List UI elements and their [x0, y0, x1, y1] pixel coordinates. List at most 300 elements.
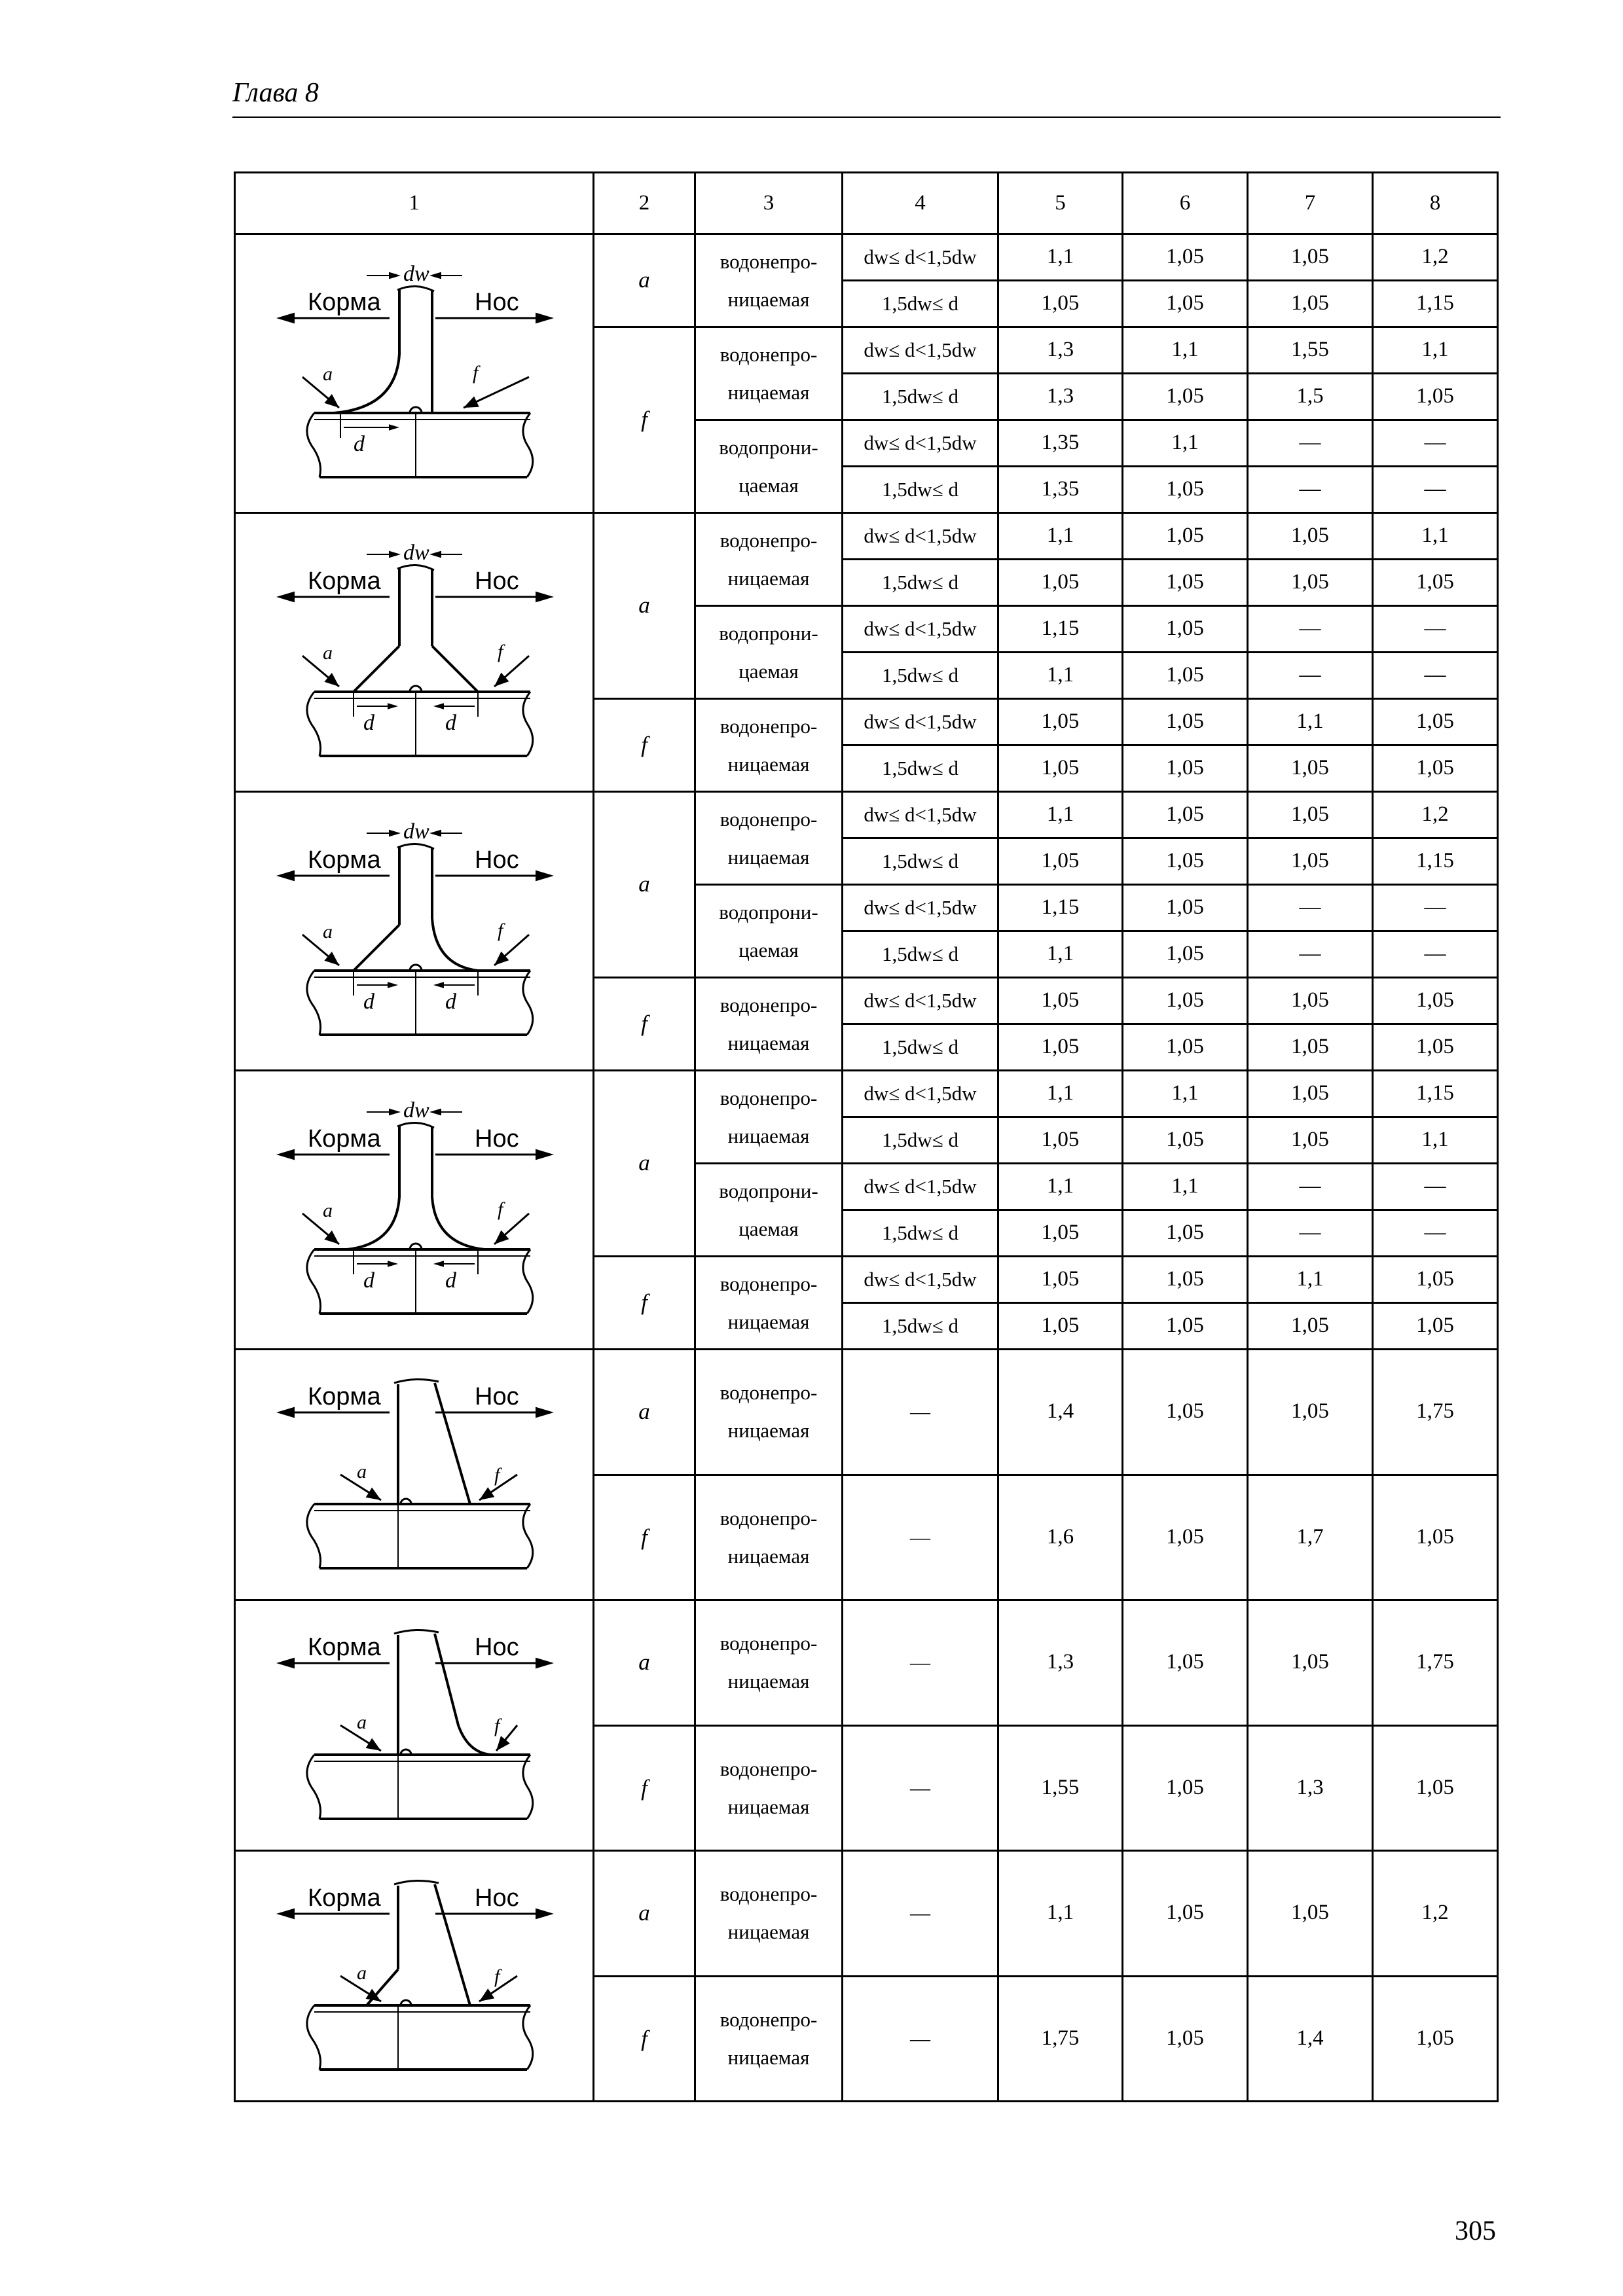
coefficient-table	[234, 171, 1499, 2102]
diagram-cell	[235, 1071, 594, 1350]
value-cell: 1,05	[1373, 1976, 1498, 2102]
weld-side-label: f	[494, 1464, 500, 1486]
bulkhead-type-line: водонепро-	[720, 1757, 818, 1780]
value-cell: 1,05	[1123, 1851, 1248, 1977]
web-top-edge	[394, 1379, 439, 1383]
weld-side-label: f	[498, 919, 503, 941]
value-cell: —	[1248, 885, 1373, 931]
stern-label: Корма	[308, 1383, 381, 1410]
arrowhead	[433, 703, 444, 709]
value-cell: 1,05	[998, 1303, 1123, 1350]
value-cell: 1,05	[998, 1117, 1123, 1164]
weld-side-label: f	[494, 1715, 500, 1736]
value-cell: 1,1	[1123, 327, 1248, 374]
value-cell: 1,75	[1373, 1350, 1498, 1475]
bulkhead-type-line: ницаемая	[727, 1031, 810, 1054]
value-cell: 1,05	[998, 699, 1123, 745]
position-cell: a	[594, 1851, 695, 1977]
value-cell: 1,05	[1123, 978, 1248, 1024]
dw-label: dw	[403, 261, 429, 286]
bulkhead-type-line: ницаемая	[727, 566, 810, 590]
value-cell: 1,4	[1248, 1976, 1373, 2102]
bulkhead-type-line: ницаемая	[727, 1670, 810, 1693]
value-cell: 1,05	[1123, 234, 1248, 281]
bulkhead-type-line: водонепро-	[720, 249, 818, 273]
condition-cell: 1,5dw≤ d	[843, 1024, 998, 1071]
value-cell: —	[1373, 420, 1498, 467]
bulkhead-type-cell	[695, 1600, 843, 1726]
bulkhead-type-line: ницаемая	[727, 1544, 810, 1568]
position-cell: f	[594, 1976, 695, 2102]
value-cell: 1,1	[998, 1071, 1123, 1117]
value-cell: 1,05	[1123, 1257, 1248, 1303]
position-cell: f	[594, 1475, 695, 1600]
arrowhead	[433, 1261, 444, 1267]
weld-side-label: a	[323, 641, 333, 664]
dw-label: dw	[403, 540, 429, 565]
diagram-cell	[235, 234, 594, 513]
value-cell: 1,1	[998, 931, 1123, 978]
table-row	[235, 1071, 1498, 1117]
position-cell: f	[594, 327, 695, 513]
table-row	[235, 1600, 1498, 1726]
bulkhead-diagram	[236, 236, 589, 511]
plate-break-left	[307, 971, 321, 1035]
value-cell: —	[1248, 606, 1373, 653]
d-label: d	[354, 431, 365, 456]
web-left-chamfer	[354, 925, 399, 971]
arrowhead	[429, 1108, 441, 1115]
bulkhead-type-line: водонепро-	[720, 993, 818, 1016]
condition-cell: dw≤ d<1,5dw	[843, 1257, 998, 1303]
bulkhead-type-cell	[695, 885, 843, 978]
value-cell: 1,05	[1248, 978, 1373, 1024]
bulkhead-diagram	[236, 1601, 589, 1850]
value-cell: 1,2	[1373, 792, 1498, 838]
bulkhead-diagram	[236, 1073, 589, 1348]
value-cell: —	[1373, 606, 1498, 653]
value-cell: 1,05	[998, 838, 1123, 885]
value-cell: 1,2	[1373, 1851, 1498, 1977]
value-cell: 1,1	[1373, 1117, 1498, 1164]
table-row	[235, 792, 1498, 838]
value-cell: 1,05	[1248, 513, 1373, 560]
value-cell: 1,5	[1248, 374, 1373, 420]
weld-arrowhead	[479, 1487, 494, 1500]
bulkhead-type-line: ницаемая	[727, 1124, 810, 1147]
arrowhead	[389, 829, 401, 836]
column-header: 1	[235, 173, 594, 234]
weld-arrowhead	[479, 1988, 494, 2001]
plate-break-right	[523, 2005, 533, 2070]
value-cell: 1,05	[1248, 792, 1373, 838]
condition-cell: dw≤ d<1,5dw	[843, 1071, 998, 1117]
value-cell: 1,1	[998, 792, 1123, 838]
condition-cell: dw≤ d<1,5dw	[843, 978, 998, 1024]
bulkhead-type-line: водонепро-	[720, 1506, 818, 1530]
column-header: 3	[695, 173, 843, 234]
value-cell: —	[1248, 653, 1373, 699]
value-cell: 1,3	[1248, 1725, 1373, 1851]
arrowhead	[388, 982, 398, 988]
bulkhead-type-line: ницаемая	[727, 287, 810, 311]
value-cell: 1,05	[1123, 885, 1248, 931]
bulkhead-type-line: водонепро-	[720, 2007, 818, 2031]
column-header: 2	[594, 173, 695, 234]
position-cell: f	[594, 1725, 695, 1851]
value-cell: 1,05	[1248, 1600, 1373, 1726]
plate-break-right	[523, 1249, 533, 1314]
bow-label: Нос	[475, 1124, 519, 1153]
weld-arrowhead	[366, 1488, 381, 1500]
position-cell: a	[594, 234, 695, 327]
condition-cell: 1,5dw≤ d	[843, 281, 998, 327]
value-cell: 1,75	[998, 1976, 1123, 2102]
value-cell: 1,1	[1373, 327, 1498, 374]
diagram-cell	[235, 1350, 594, 1600]
web-top-edge	[397, 565, 434, 570]
bulkhead-diagram	[236, 515, 589, 790]
value-cell: 1,05	[1123, 1725, 1248, 1851]
value-cell: 1,05	[1123, 1976, 1248, 2102]
bulkhead-type-line: ницаемая	[727, 1795, 810, 1818]
condition-cell: —	[843, 1725, 998, 1851]
value-cell: 1,15	[1373, 1071, 1498, 1117]
value-cell: 1,05	[1248, 838, 1373, 885]
value-cell: 1,05	[1248, 234, 1373, 281]
value-cell: 1,05	[1373, 1303, 1498, 1350]
value-cell: —	[1373, 467, 1498, 513]
condition-cell: dw≤ d<1,5dw	[843, 234, 998, 281]
bulkhead-type-cell	[695, 978, 843, 1071]
arrowhead	[536, 312, 554, 323]
bulkhead-type-line: ницаемая	[727, 380, 810, 404]
dw-label: dw	[403, 819, 429, 844]
diagram-cell	[235, 1851, 594, 2102]
plate-break-right	[523, 1504, 533, 1568]
position-cell: f	[594, 699, 695, 792]
value-cell: 1,6	[998, 1475, 1123, 1600]
value-cell: —	[1248, 420, 1373, 467]
weld-side-label: f	[498, 640, 503, 662]
stern-label: Корма	[308, 1124, 381, 1153]
weld-side-label: a	[323, 920, 333, 942]
bulkhead-type-cell	[695, 606, 843, 699]
bulkhead-type-line: водонепро-	[720, 1882, 818, 1906]
arrowhead	[388, 703, 398, 709]
value-cell: —	[1373, 1210, 1498, 1257]
value-cell: 1,15	[998, 885, 1123, 931]
column-header: 5	[998, 173, 1123, 234]
arrowhead	[389, 1108, 401, 1115]
value-cell: 1,55	[998, 1725, 1123, 1851]
value-cell: 1,3	[998, 327, 1123, 374]
bulkhead-type-line: водонепро-	[720, 1632, 818, 1655]
condition-cell: dw≤ d<1,5dw	[843, 885, 998, 931]
arrowhead	[389, 550, 401, 558]
web-right-edge	[435, 1884, 470, 2005]
condition-cell: dw≤ d<1,5dw	[843, 327, 998, 374]
value-cell: 1,05	[1123, 653, 1248, 699]
plate-break-right	[523, 971, 533, 1035]
bulkhead-type-line: цаемая	[739, 938, 799, 961]
weld-side-label: a	[323, 363, 333, 385]
value-cell: 1,05	[998, 978, 1123, 1024]
bulkhead-type-cell	[695, 792, 843, 885]
column-header: 4	[843, 173, 998, 234]
bulkhead-type-line: цаемая	[739, 473, 799, 497]
arrowhead	[389, 424, 399, 431]
stern-label: Корма	[308, 288, 381, 316]
value-cell: —	[1373, 931, 1498, 978]
table-row	[235, 513, 1498, 560]
arrowhead	[276, 870, 295, 881]
value-cell: 1,05	[1373, 699, 1498, 745]
value-cell: 1,05	[1123, 1350, 1248, 1475]
value-cell: 1,05	[1123, 699, 1248, 745]
value-cell: 1,05	[1123, 467, 1248, 513]
position-cell: a	[594, 1600, 695, 1726]
value-cell: 1,05	[1248, 1350, 1373, 1475]
value-cell: 1,05	[1373, 1725, 1498, 1851]
column-header: 8	[1373, 173, 1498, 234]
condition-cell: dw≤ d<1,5dw	[843, 792, 998, 838]
table-row	[235, 234, 1498, 281]
value-cell: 1,05	[1373, 560, 1498, 606]
diagram-cell	[235, 1600, 594, 1851]
bulkhead-type-line: водонепро-	[720, 1381, 818, 1405]
value-cell: —	[1248, 931, 1373, 978]
bulkhead-type-line: ницаемая	[727, 752, 810, 776]
value-cell: 1,55	[1248, 327, 1373, 374]
arrowhead	[276, 591, 295, 602]
condition-cell: dw≤ d<1,5dw	[843, 1164, 998, 1210]
value-cell: 1,05	[1248, 1851, 1373, 1977]
position-cell: f	[594, 978, 695, 1071]
value-cell: 1,05	[1373, 1475, 1498, 1600]
web-top-edge	[394, 1630, 439, 1634]
bulkhead-type-cell	[695, 420, 843, 513]
position-cell: f	[594, 1257, 695, 1350]
header-row	[235, 173, 1498, 234]
value-cell: 1,05	[1123, 1024, 1248, 1071]
weld-side-label: a	[323, 1199, 333, 1221]
condition-cell: —	[843, 1976, 998, 2102]
condition-cell: —	[843, 1475, 998, 1600]
condition-cell: dw≤ d<1,5dw	[843, 420, 998, 467]
arrowhead	[429, 829, 441, 836]
bow-label: Нос	[475, 846, 519, 874]
value-cell: 1,15	[1373, 838, 1498, 885]
value-cell: 1,05	[1123, 792, 1248, 838]
value-cell: 1,05	[1248, 745, 1373, 792]
position-cell: a	[594, 1071, 695, 1257]
weld-side-label: f	[498, 1198, 503, 1220]
value-cell: 1,05	[1373, 374, 1498, 420]
condition-cell: dw≤ d<1,5dw	[843, 606, 998, 653]
value-cell: 1,05	[1123, 606, 1248, 653]
weld-side-label: a	[357, 1461, 367, 1482]
value-cell: 1,4	[998, 1350, 1123, 1475]
value-cell: 1,05	[1123, 931, 1248, 978]
value-cell: 1,1	[1123, 1164, 1248, 1210]
bulkhead-type-cell	[695, 1976, 843, 2102]
arrowhead	[536, 1658, 554, 1669]
condition-cell: —	[843, 1851, 998, 1977]
table-row	[235, 1350, 1498, 1475]
value-cell: 1,1	[1248, 1257, 1373, 1303]
bulkhead-type-line: цаемая	[739, 659, 799, 683]
value-cell: 1,05	[998, 745, 1123, 792]
web-top-edge	[397, 286, 434, 291]
bulkhead-type-line: ницаемая	[727, 1419, 810, 1443]
plate-break-left	[307, 692, 321, 756]
d-label: d	[445, 989, 456, 1014]
value-cell: 1,1	[998, 1164, 1123, 1210]
condition-cell: 1,5dw≤ d	[843, 467, 998, 513]
value-cell: 1,1	[1123, 420, 1248, 467]
arrowhead	[276, 1407, 295, 1418]
stern-label: Корма	[308, 567, 381, 595]
condition-cell: 1,5dw≤ d	[843, 745, 998, 792]
value-cell: 1,05	[1123, 1475, 1248, 1600]
bulkhead-diagram	[236, 794, 589, 1069]
plate-break-left	[307, 1755, 321, 1819]
diagram-cell	[235, 513, 594, 792]
web-top-edge	[397, 1122, 434, 1128]
value-cell: 1,05	[1123, 513, 1248, 560]
condition-cell: 1,5dw≤ d	[843, 374, 998, 420]
plate-break-right	[523, 692, 533, 756]
bow-label: Нос	[475, 567, 519, 595]
position-cell: a	[594, 513, 695, 699]
weld-arrowhead	[366, 1738, 381, 1751]
value-cell: 1,15	[998, 606, 1123, 653]
value-cell: 1,75	[1373, 1600, 1498, 1726]
value-cell: 1,05	[998, 281, 1123, 327]
value-cell: 1,1	[1123, 1071, 1248, 1117]
bulkhead-type-line: водопрони-	[719, 1179, 818, 1202]
plate-break-right	[523, 413, 533, 477]
table-row	[235, 1851, 1498, 1977]
value-cell: 1,05	[1123, 1303, 1248, 1350]
bulkhead-type-line: ницаемая	[727, 2045, 810, 2069]
arrowhead	[276, 1149, 295, 1160]
bulkhead-type-line: водопрони-	[719, 900, 818, 924]
value-cell: 1,05	[1248, 1117, 1373, 1164]
web-left-chamfer	[354, 646, 399, 692]
value-cell: 1,1	[998, 653, 1123, 699]
d-label: d	[363, 1268, 374, 1293]
web-right-edge	[435, 1383, 470, 1504]
header-rule	[232, 117, 1501, 118]
d-label: d	[445, 1268, 456, 1293]
value-cell: 1,05	[1248, 1071, 1373, 1117]
value-cell: 1,35	[998, 420, 1123, 467]
arrowhead	[536, 1407, 554, 1418]
chapter-header: Глава 8	[232, 78, 319, 108]
value-cell: —	[1248, 1210, 1373, 1257]
value-cell: —	[1248, 1164, 1373, 1210]
value-cell: 1,05	[1248, 281, 1373, 327]
value-cell: 1,35	[998, 467, 1123, 513]
bulkhead-type-cell	[695, 327, 843, 420]
web-left-chamfer	[367, 1969, 398, 2005]
weld-side-label: f	[494, 1965, 500, 1987]
stern-label: Корма	[308, 1884, 381, 1912]
table-body	[235, 173, 1498, 2102]
bow-label: Нос	[475, 1634, 519, 1661]
stern-label: Корма	[308, 1634, 381, 1661]
bulkhead-type-cell	[695, 699, 843, 792]
bulkhead-type-line: цаемая	[739, 1217, 799, 1240]
value-cell: —	[1373, 885, 1498, 931]
value-cell: 1,7	[1248, 1475, 1373, 1600]
diagram-cell	[235, 792, 594, 1071]
bulkhead-diagram	[236, 1852, 589, 2100]
plate-break-left	[307, 413, 321, 477]
bow-label: Нос	[475, 288, 519, 316]
bulkhead-type-cell	[695, 1725, 843, 1851]
web-top-edge	[394, 1880, 439, 1884]
bulkhead-type-line: ницаемая	[727, 1920, 810, 1944]
value-cell: 1,05	[1123, 560, 1248, 606]
stern-label: Корма	[308, 846, 381, 874]
value-cell: 1,2	[1373, 234, 1498, 281]
bulkhead-type-line: водонепро-	[720, 714, 818, 738]
condition-cell: —	[843, 1350, 998, 1475]
bulkhead-type-line: водонепро-	[720, 1272, 818, 1295]
value-cell: 1,05	[1123, 745, 1248, 792]
condition-cell: dw≤ d<1,5dw	[843, 513, 998, 560]
arrowhead	[429, 272, 441, 279]
value-cell: 1,05	[1248, 560, 1373, 606]
plate-break-left	[307, 2005, 321, 2070]
value-cell: 1,05	[1123, 838, 1248, 885]
condition-cell: 1,5dw≤ d	[843, 838, 998, 885]
bulkhead-type-cell	[695, 1257, 843, 1350]
bulkhead-type-line: водонепро-	[720, 342, 818, 366]
column-header: 7	[1248, 173, 1373, 234]
bulkhead-type-line: водонепро-	[720, 1086, 818, 1109]
bow-label: Нос	[475, 1383, 519, 1410]
value-cell: 1,05	[1123, 1117, 1248, 1164]
value-cell: 1,15	[1373, 281, 1498, 327]
condition-cell: 1,5dw≤ d	[843, 931, 998, 978]
weld-arrowhead	[464, 396, 479, 408]
value-cell: 1,1	[998, 234, 1123, 281]
value-cell: 1,05	[998, 1024, 1123, 1071]
value-cell: 1,05	[1373, 1024, 1498, 1071]
value-cell: 1,3	[998, 374, 1123, 420]
value-cell: 1,05	[1373, 1257, 1498, 1303]
bulkhead-type-line: ницаемая	[727, 1310, 810, 1333]
page-number: 305	[1455, 2216, 1496, 2246]
position-cell: a	[594, 792, 695, 978]
d-label: d	[363, 710, 374, 735]
value-cell: 1,05	[998, 1257, 1123, 1303]
bulkhead-type-cell	[695, 513, 843, 606]
bulkhead-type-cell	[695, 1164, 843, 1257]
column-header: 6	[1123, 173, 1248, 234]
position-cell: a	[594, 1350, 695, 1475]
arrowhead	[388, 1261, 398, 1267]
value-cell: 1,05	[1123, 1600, 1248, 1726]
arrowhead	[276, 1658, 295, 1669]
value-cell: 1,05	[1123, 374, 1248, 420]
bulkhead-type-cell	[695, 234, 843, 327]
d-label: d	[445, 710, 456, 735]
